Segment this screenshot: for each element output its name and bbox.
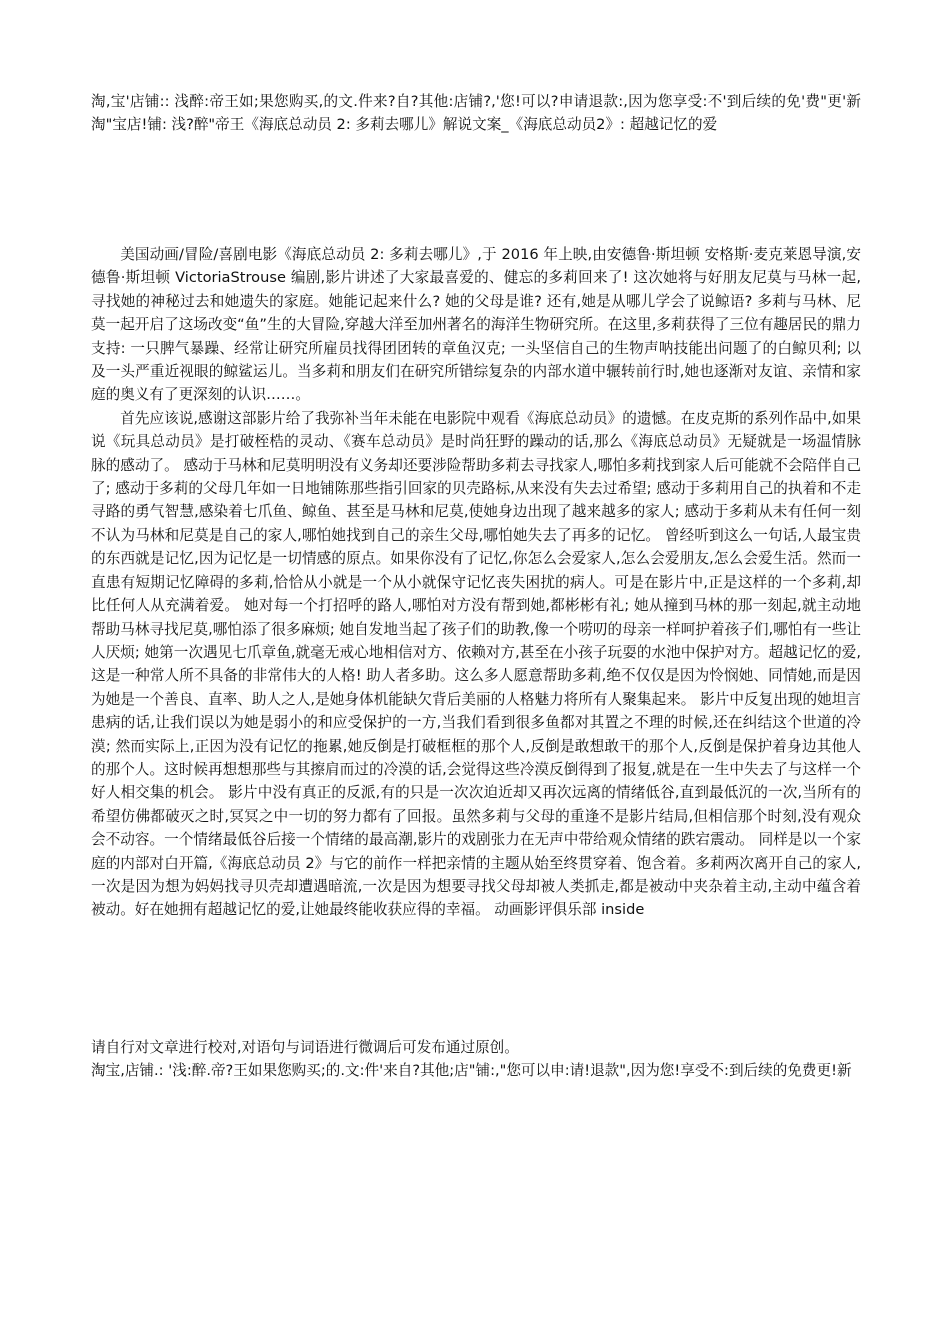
document-footer: [91, 1036, 861, 1083]
footer-line-2: 淘宝,店铺.: '浅:醉.帝?王如果您购买;的.文:件'来自?其他;店"铺:,"您可以申:请!退款",因为您!享受不:到后续的免费更!新: [91, 1062, 852, 1080]
body-paragraph-2: 首先应该说,感谢这部影片给了我弥补当年未能在电影院中观看《海底总动员》的遗憾。在皮克斯的系列作品中,如果说《玩具总动员》是打破桎梏的灵动、《赛车总动员》是时尚狂野的躁动的话,那么《海底总动员》无疑就是一场温情脉脉的感动了。 感动于马林和尼莫明明没有义务却还要涉险帮助多莉去寻找家人,哪怕多莉找到家人后可能就不会陪伴自己了; 感动于多莉的父母几年如一日地铺陈那些指引回家的贝壳路标,从来没有失去过希望; 感动于多莉用自己的执着和不走寻路的勇气智慧,感染着七爪鱼、鲸鱼、甚至是马林和尼莫,使她身边出现了越来越多的家人; 感动于多莉从未有任何一刻不认为马林和尼莫是自己的家人,哪怕她找到自己的亲生父母,哪怕她失去了再多的记忆。 曾经听到这么一句话,人最宝贵的东西就是记忆,因为记忆是一切情感的原点。如果你没有了记忆,你怎么会爱家人,怎么会爱朋友,怎么会爱生活。然而一直患有短期记忆障碍的多莉,恰恰从小就是一个从小就保守记忆丧失困扰的病人。可是在影片中,正是这样的一个多莉,却比任何人从充满着爱。 她对每一个打招呼的路人,哪怕对方没有帮到她,都彬彬有礼; 她从撞到马林的那一刻起,就主动地帮助马林寻找尼莫,哪怕添了很多麻烦; 她自发地当起了孩子们的助教,像一个唠叨的母亲一样呵护着孩子们,哪怕有一些让人厌烦; 她第一次遇见七爪章鱼,就毫无戒心地相信对方、依赖对方,甚至在小孩子玩耍的水池中保护对方。超越记忆的爱,这是一种常人所不具备的非常伟大的人格! 助人者多助。这么多人愿意帮助多莉,绝不仅仅是因为怜悯她、同情她,而是因为她是一个善良、直率、助人之人,是她身体机能缺欠背后美丽的人格魅力将所有人聚集起来。 影片中反复出现的她坦言患病的话,让我们误以为她是弱小的和应受保护的一方,当我们看到很多鱼都对其置之不理的时候,还在纠结这个世道的冷漠; 然而实际上,正因为没有记忆的拖累,她反倒是打破框框的那个人,反倒是敢想敢干的那个人,反倒是保护着身边其他人的那个人。这时候再想想那些与其擦肩而过的冷漠的话,会觉得这些冷漠反倒得到了报复,就是在一生中失去了与这样一个好人相交集的机会。 影片中没有真正的反派,有的只是一次次迫近却又再次远离的情绪低谷,直到最低沉的一次,当所有的希望仿佛都破灭之时,冥冥之中一切的努力都有了回报。虽然多莉与父母的重逢不是影片结局,但相信那个时刻,没有观众会不动容。一个情绪最低谷后接一个情绪的最高潮,影片的戏剧张力在无声中带给观众情绪的跌宕震动。 同样是以一个家庭的内部对白开篇,《海底总动员 2》与它的前作一样把亲情的主题从始至终贯穿着、饱含着。多莉两次离开自己的家人,一次是因为想为妈妈找寻贝壳却遭遇暗流,一次是因为想要寻找父母却被人类抓走,都是被动中夹杂着主动,主动中蕴含着被动。好在她拥有超越记忆的爱,让她最终能收获应得的幸福。 动画影评俱乐部 inside: [91, 409, 861, 919]
document-body: [91, 243, 861, 922]
document-header: [91, 90, 861, 137]
header-text: 淘,宝'店铺:: 浅醉:帝王如;果您购买,的文.件来?自?其他:店铺?,'您!可以?申请退款:,因为您享受:不'到后续的免'费"更'新淘"宝店!铺: 浅?醉"帝王《海底总动员 2: 多莉去哪儿》解说文案_《海底总动员2》: 超越记忆的爱: [91, 93, 861, 134]
body-paragraph-1: 美国动画/冒险/喜剧电影《海底总动员 2: 多莉去哪儿》,于 2016 年上映,由安德鲁·斯坦顿 安格斯·麦克莱恩导演,安德鲁·斯坦顿 VictoriaStrouse 编剧,影片讲述了大家最喜爱的、健忘的多莉回来了! 这次她将与好朋友尼莫与马林一起,寻找她的神秘过去和她遗失的家庭。她能记起来什么? 她的父母是谁? 还有,她是从哪儿学会了说鲸语? 多莉与马林、尼莫一起开启了这场改变“鱼”生的大冒险,穿越大洋至加州著名的海洋生物研究所。在这里,多莉获得了三位有趣居民的鼎力支持: 一只脾气暴躁、经常让研究所雇员找得团团转的章鱼汉克; 一头坚信自己的生物声呐技能出问题了的白鲸贝利; 以及一头严重近视眼的鲸鲨运儿。当多莉和朋友们在研究所错综复杂的内部水道中辗转前行时,她也逐渐对友谊、亲情和家庭的奥义有了更深刻的认识……。: [91, 246, 861, 404]
footer-line-1: 请自行对文章进行校对,对语句与词语进行微调后可发布通过原创。: [91, 1039, 519, 1056]
